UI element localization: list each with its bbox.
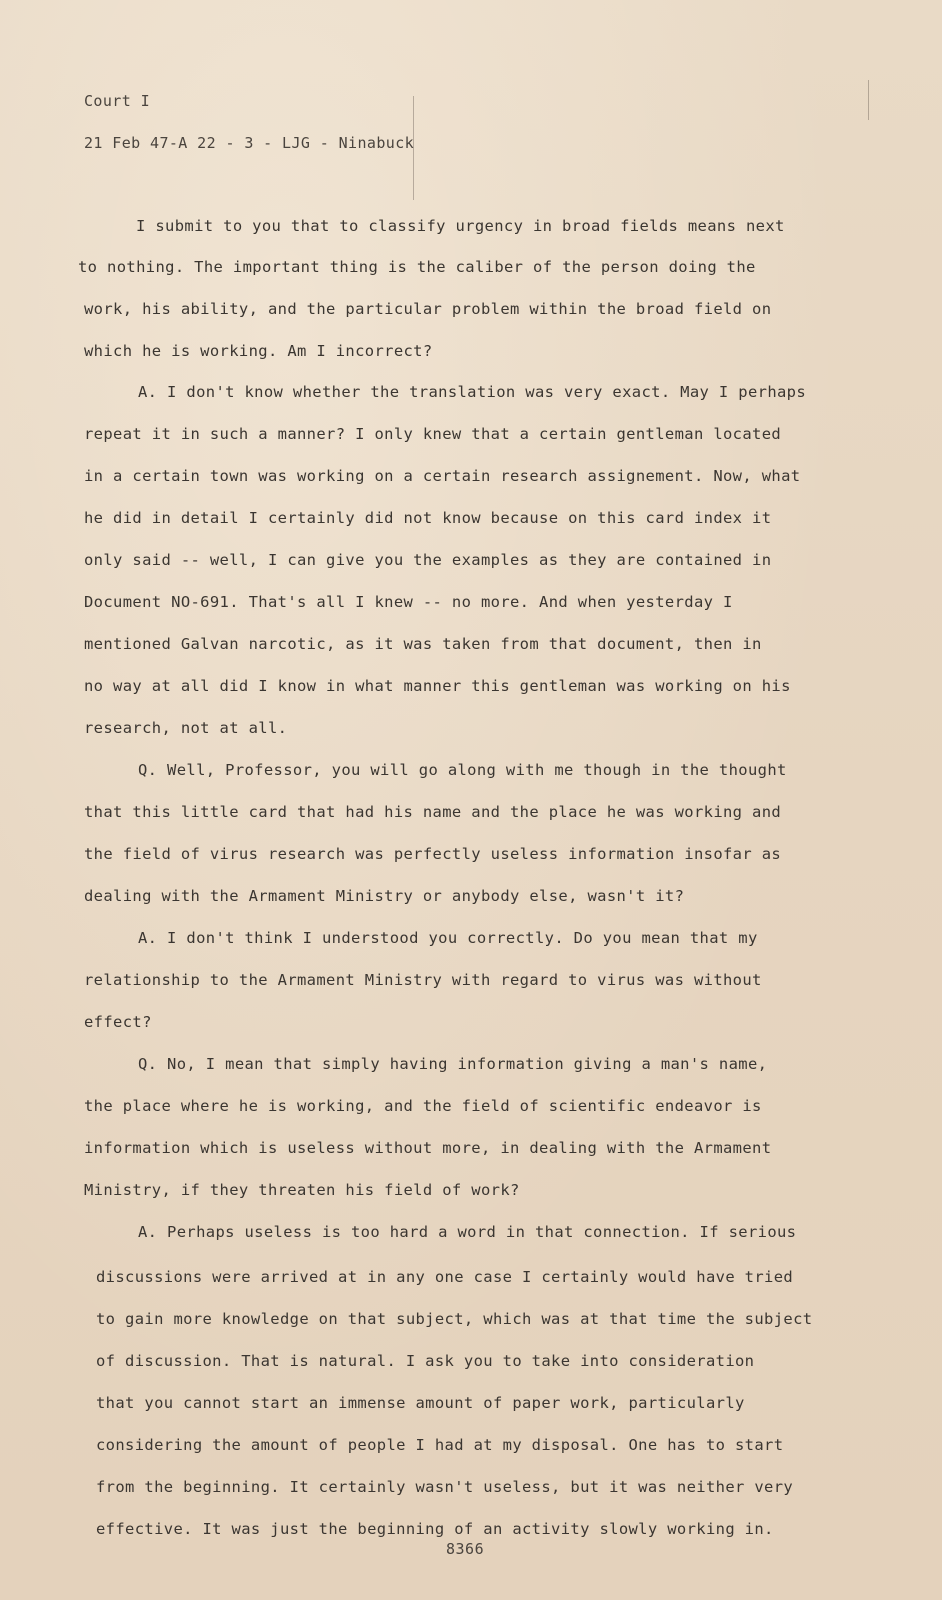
transcript-line: A. Perhaps useless is too hard a word in that connection. If serious xyxy=(138,1223,797,1241)
margin-mark xyxy=(868,80,869,120)
session-identifier: 21 Feb 47-A 22 - 3 - LJG - Ninabuck xyxy=(84,134,415,152)
transcript-line: discussions were arrived at in any one case I certainly would have tried xyxy=(96,1268,794,1286)
transcript-line: A. I don't think I understood you correctly. Do you mean that my xyxy=(138,929,758,947)
transcript-line: relationship to the Armament Ministry with regard to virus was without xyxy=(84,971,762,989)
court-label: Court I xyxy=(84,92,151,110)
transcript-line: effective. It was just the beginning of an activity slowly working in. xyxy=(96,1520,774,1538)
transcript-line: the field of virus research was perfectly useless information insofar as xyxy=(84,845,782,863)
transcript-line: research, not at all. xyxy=(84,719,288,737)
transcript-line: I submit to you that to classify urgency in broad fields means next xyxy=(136,217,785,235)
transcript-line: mentioned Galvan narcotic, as it was taken from that document, then in xyxy=(84,635,762,653)
transcript-line: to gain more knowledge on that subject, which was at that time the subject xyxy=(96,1310,813,1328)
transcript-line: work, his ability, and the particular problem within the broad field on xyxy=(84,300,772,318)
transcript-line: no way at all did I know in what manner this gentleman was working on his xyxy=(84,677,791,695)
transcript-line: Ministry, if they threaten his field of work? xyxy=(84,1181,520,1199)
transcript-line: dealing with the Armament Ministry or anybody else, wasn't it? xyxy=(84,887,685,905)
transcript-line: repeat it in such a manner? I only knew that a certain gentleman located xyxy=(84,425,782,443)
transcript-line: that this little card that had his name and the place he was working and xyxy=(84,803,782,821)
transcript-line: in a certain town was working on a certain research assignement. Now, what xyxy=(84,467,801,485)
transcript-line: Q. No, I mean that simply having information giving a man's name, xyxy=(138,1055,768,1073)
page-number: 8366 xyxy=(446,1540,485,1558)
transcript-line: information which is useless without more, in dealing with the Armament xyxy=(84,1139,772,1157)
transcript-line: of discussion. That is natural. I ask you to take into consideration xyxy=(96,1352,755,1370)
transcript-line: Q. Well, Professor, you will go along with me though in the thought xyxy=(138,761,787,779)
transcript-line: considering the amount of people I had at my disposal. One has to start xyxy=(96,1436,784,1454)
transcript-line: he did in detail I certainly did not know because on this card index it xyxy=(84,509,772,527)
transcript-line: only said -- well, I can give you the examples as they are contained in xyxy=(84,551,772,569)
transcript-line: the place where he is working, and the field of scientific endeavor is xyxy=(84,1097,762,1115)
transcript-line: A. I don't know whether the translation was very exact. May I perhaps xyxy=(138,383,807,401)
transcript-line: from the beginning. It certainly wasn't useless, but it was neither very xyxy=(96,1478,794,1496)
transcript-line: to nothing. The important thing is the caliber of the person doing the xyxy=(78,258,756,276)
transcript-line: that you cannot start an immense amount of paper work, particularly xyxy=(96,1394,745,1412)
transcript-line: Document NO-691. That's all I knew -- no more. And when yesterday I xyxy=(84,593,733,611)
transcript-line: which he is working. Am I incorrect? xyxy=(84,342,433,360)
transcript-line: effect? xyxy=(84,1013,152,1031)
